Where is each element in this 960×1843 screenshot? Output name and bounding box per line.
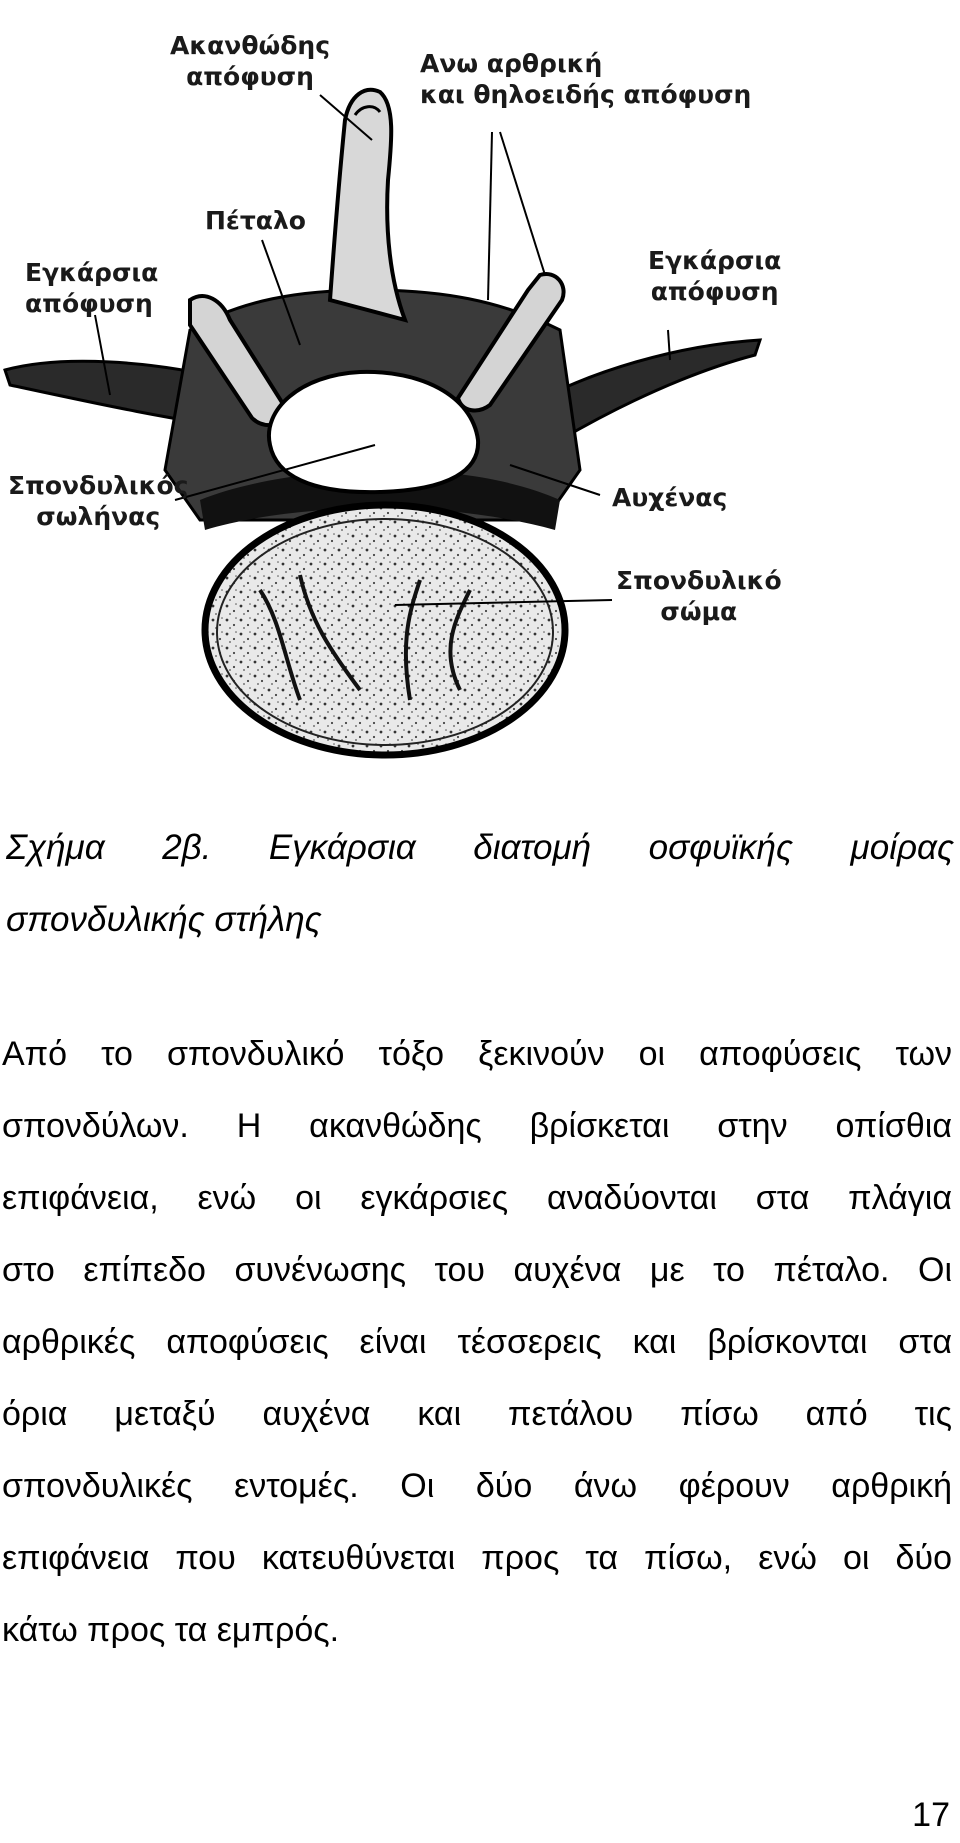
caption-line-2: σπονδυλικής στήλης [6,900,322,939]
paragraph-line: όρια μεταξύ αυχένα και πετάλου πίσω από τις [2,1395,952,1433]
label-transverse-process-left: Εγκάρσια απόφυση [25,258,159,318]
spinous-process-shape [330,90,405,320]
paragraph-line: επιφάνεια που κατευθύνεται προς τα πίσω, ενώ οι δύο [2,1539,952,1577]
label-lamina: Πέταλο [205,206,306,235]
label-transverse-process-right: Εγκάρσια απόφυση [648,246,782,306]
caption-line-1: Σχήμα 2β. Εγκάρσια διατομή οσφυϊκής μοίρας [6,828,954,867]
paragraph-line: Από το σπονδυλικό τόξο ξεκινούν οι αποφύσεις των [2,1035,952,1073]
body-paragraph [2,1018,952,1666]
label-vertebral-body: Σπονδυλικό σώμα [616,566,782,626]
label-pedicle: Αυχένας [612,483,728,512]
paragraph-line: στο επίπεδο συνένωσης του αυχένα με το πέταλο. Οι [2,1251,952,1289]
paragraph-line: σπονδυλικές εντομές. Οι δύο άνω φέρουν αρθρική [2,1467,952,1505]
label-superior-articular-process: Ανω αρθρική και θηλοειδής απόφυση [420,49,752,109]
paragraph-line: σπονδύλων. Η ακανθώδης βρίσκεται στην οπίσθια [2,1107,952,1145]
label-spinous-process: Ακανθώδης απόφυση [170,31,331,91]
vertebral-body-shape [205,505,565,755]
vertebra-illustration [0,0,780,790]
paragraph-line: επιφάνεια, ενώ οι εγκάρσιες αναδύονται στα πλάγια [2,1179,952,1217]
paragraph-line: κάτω προς τα εμπρός. [2,1611,340,1649]
page-number: 17 [912,1796,950,1834]
vertebra-figure [0,0,780,790]
label-vertebral-canal: Σπονδυλικός σωλήνας [8,471,189,531]
paragraph-line: αρθρικές αποφύσεις είναι τέσσερεις και βρίσκονται στα [2,1323,952,1361]
figure-caption [6,812,954,956]
